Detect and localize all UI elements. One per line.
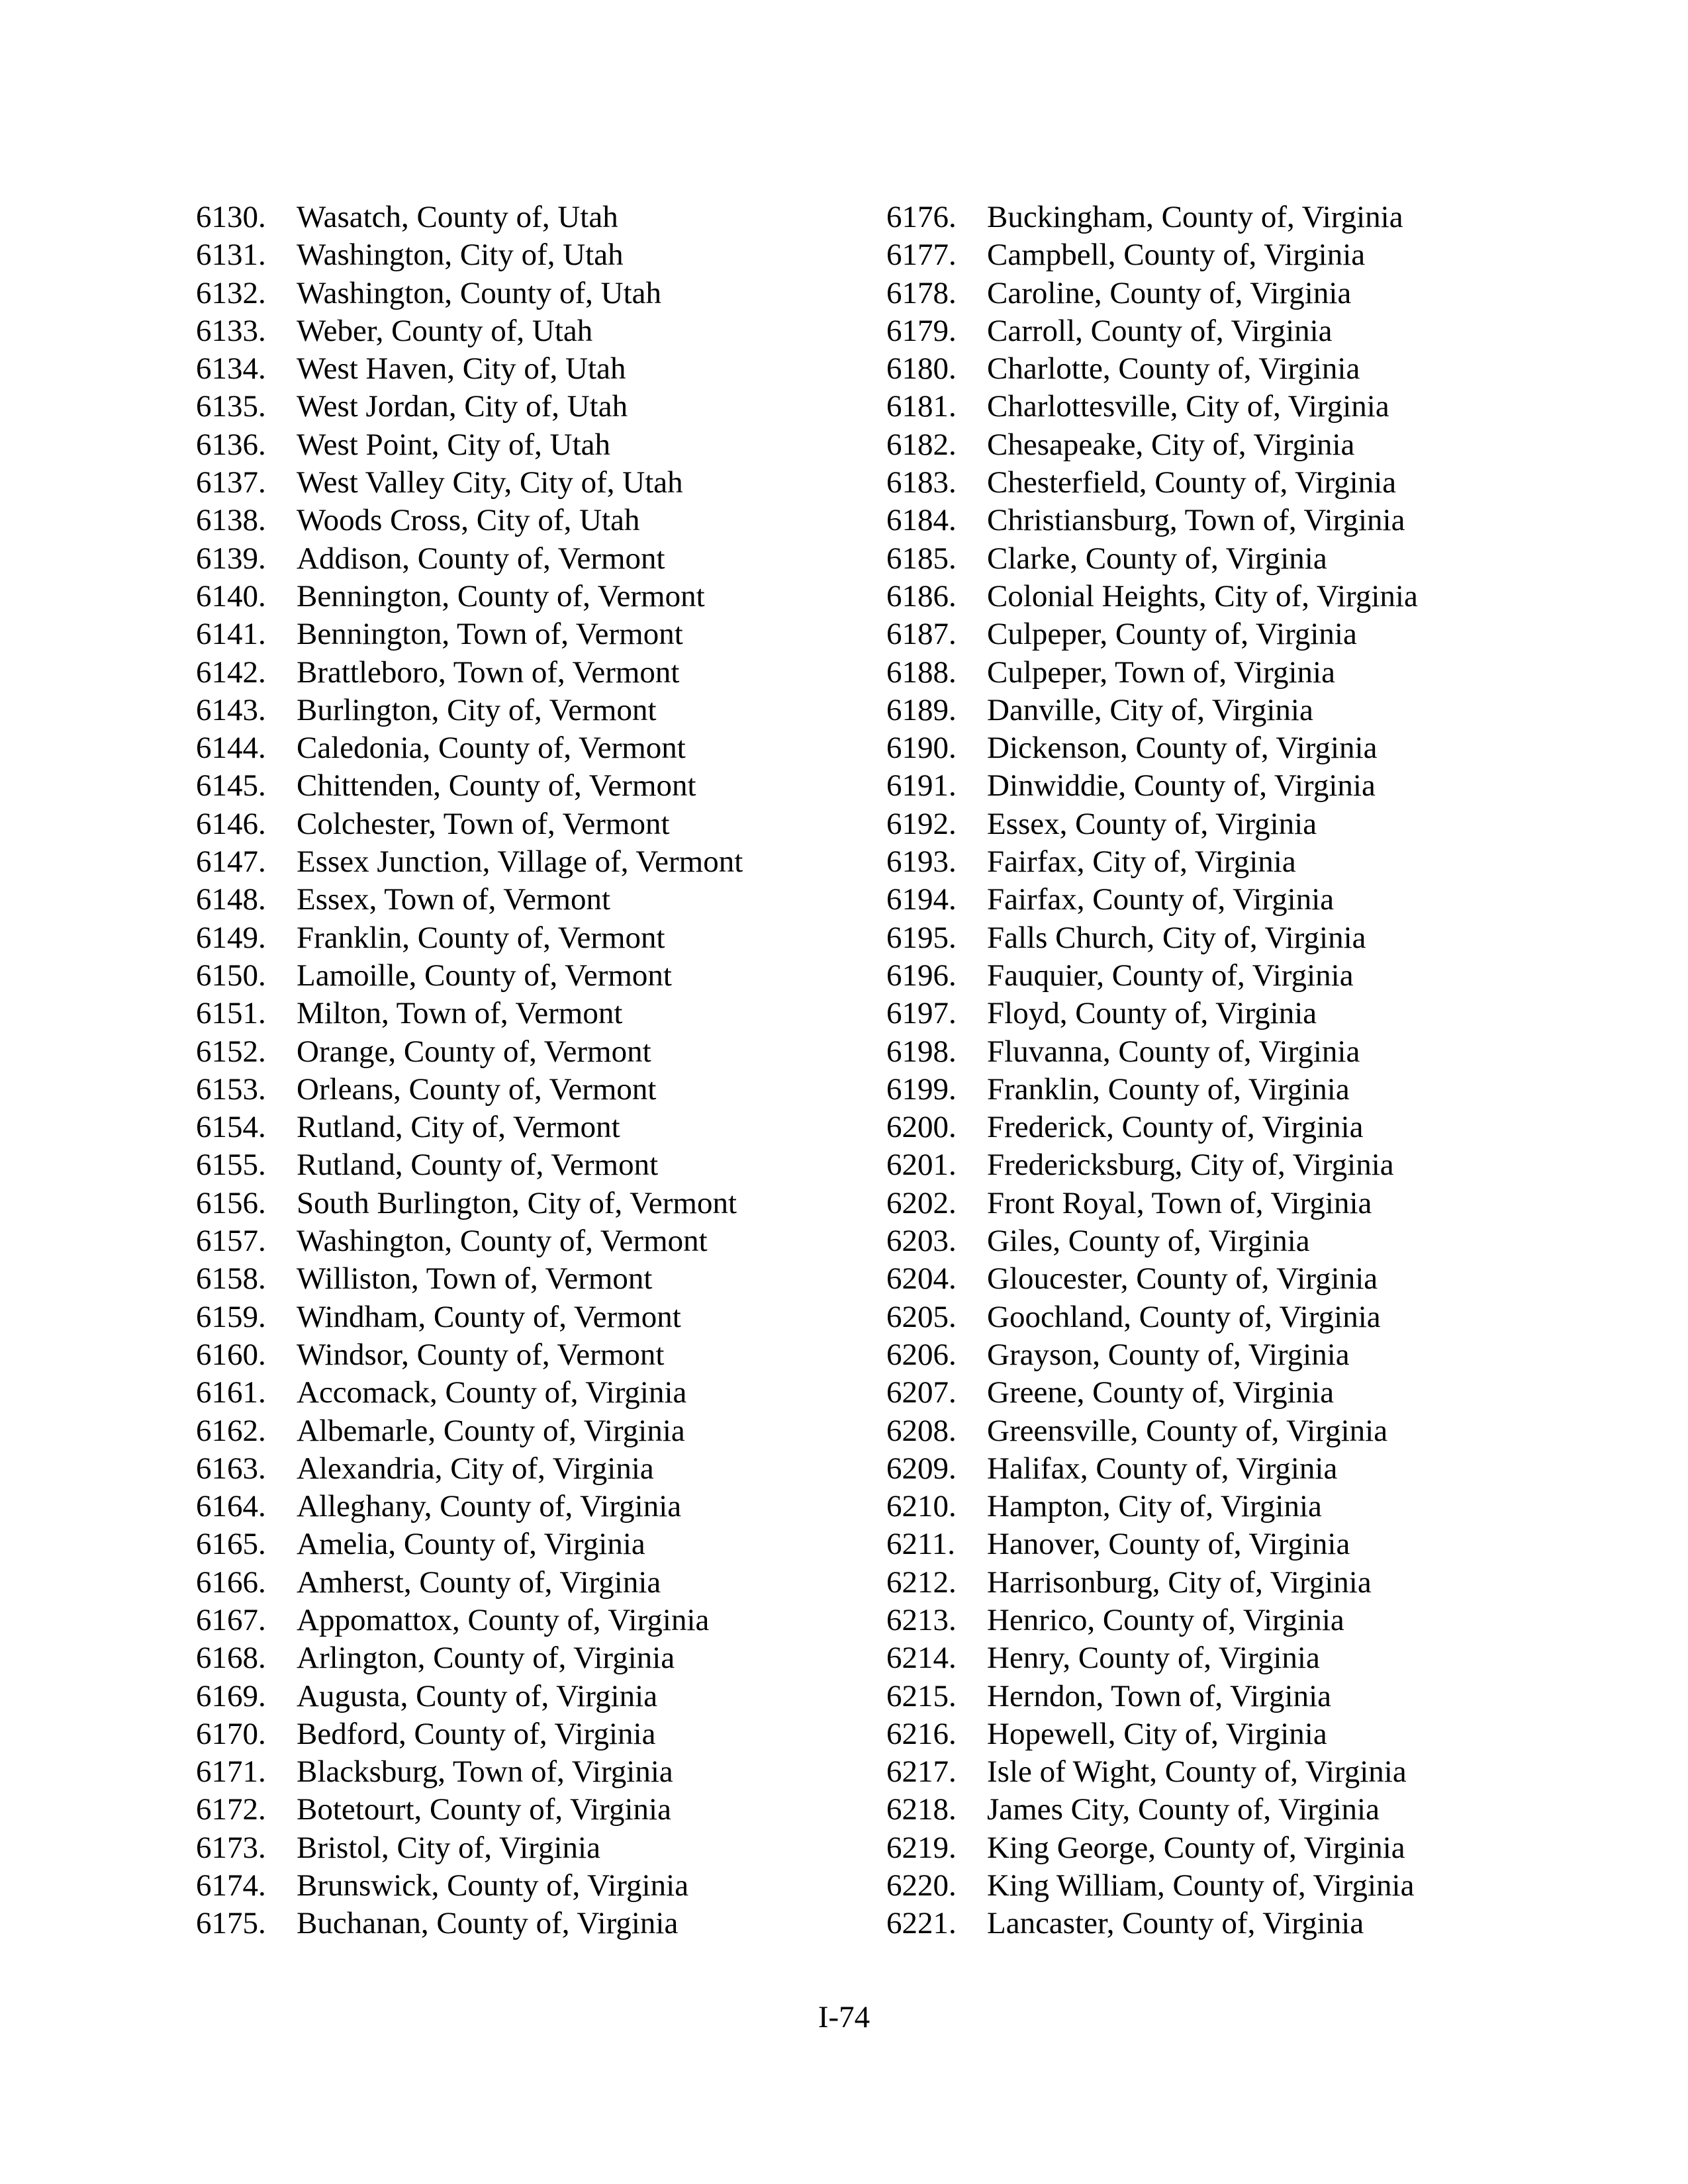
entry-name: Bennington, County of, Vermont xyxy=(297,578,705,614)
left-column-list xyxy=(196,199,792,1943)
list-item xyxy=(886,1905,1515,1942)
entry-number: 6130. xyxy=(196,200,266,234)
entry-number: 6195. xyxy=(886,920,957,955)
entry-name: Isle of Wight, County of, Virginia xyxy=(987,1754,1407,1790)
entry-name: Herndon, Town of, Virginia xyxy=(987,1678,1331,1713)
list-item xyxy=(886,578,1515,615)
entry-number: 6160. xyxy=(196,1337,266,1372)
entry-name: Washington, County of, Vermont xyxy=(297,1224,708,1259)
entry-name: Amherst, County of, Virginia xyxy=(297,1565,661,1600)
list-item xyxy=(196,578,792,615)
entry-number: 6140. xyxy=(196,578,266,614)
entry-number: 6208. xyxy=(886,1413,957,1448)
entry-name: Albemarle, County of, Virginia xyxy=(297,1413,685,1448)
entry-name: Amelia, County of, Virginia xyxy=(297,1527,645,1562)
entry-name: Brunswick, County of, Virginia xyxy=(297,1868,689,1903)
entry-name: Hopewell, City of, Virginia xyxy=(987,1716,1327,1751)
entry-name: Rutland, City of, Vermont xyxy=(297,1110,620,1145)
entry-number: 6190. xyxy=(886,731,957,766)
entry-name: Fairfax, City of, Virginia xyxy=(987,844,1296,880)
entry-number: 6148. xyxy=(196,882,266,917)
entry-number: 6156. xyxy=(196,1185,266,1220)
entry-name: Dickenson, County of, Virginia xyxy=(987,731,1378,766)
entry-number: 6134. xyxy=(196,351,266,387)
entry-number: 6135. xyxy=(196,389,266,424)
entry-number: 6163. xyxy=(196,1451,266,1486)
entry-name: Christiansburg, Town of, Virginia xyxy=(987,503,1405,538)
entry-number: 6158. xyxy=(196,1261,266,1297)
entry-name: Fairfax, County of, Virginia xyxy=(987,882,1335,917)
list-item xyxy=(196,767,792,805)
entry-name: Arlington, County of, Virginia xyxy=(297,1641,675,1676)
entry-name: Weber, County of, Utah xyxy=(297,313,593,348)
entry-name: Halifax, County of, Virginia xyxy=(987,1451,1338,1486)
entry-name: Windham, County of, Vermont xyxy=(297,1299,681,1334)
entry-number: 6204. xyxy=(886,1261,957,1297)
list-item xyxy=(196,843,792,881)
entry-number: 6188. xyxy=(886,655,957,690)
list-item xyxy=(886,1412,1515,1450)
entry-number: 6179. xyxy=(886,313,957,348)
entry-number: 6184. xyxy=(886,503,957,538)
entry-number: 6200. xyxy=(886,1110,957,1145)
list-item xyxy=(886,1298,1515,1336)
entry-number: 6152. xyxy=(196,1034,266,1069)
entry-name: Washington, County of, Utah xyxy=(297,275,662,310)
list-item xyxy=(196,1336,792,1374)
entry-name: Fredericksburg, City of, Virginia xyxy=(987,1148,1394,1183)
entry-number: 6162. xyxy=(196,1413,266,1448)
list-item xyxy=(196,1298,792,1336)
entry-number: 6211. xyxy=(886,1527,956,1562)
entry-name: Lamoille, County of, Vermont xyxy=(297,958,672,993)
entry-number: 6165. xyxy=(196,1527,266,1562)
entry-number: 6138. xyxy=(196,503,266,538)
entry-name: Burlington, City of, Vermont xyxy=(297,692,657,727)
entry-number: 6214. xyxy=(886,1641,957,1676)
list-item xyxy=(886,654,1515,692)
entry-name: Essex, Town of, Vermont xyxy=(297,882,611,917)
entry-number: 6173. xyxy=(196,1830,266,1865)
entry-number: 6192. xyxy=(886,806,957,841)
list-item xyxy=(196,1222,792,1260)
list-item xyxy=(886,1867,1515,1905)
entry-number: 6205. xyxy=(886,1299,957,1334)
entry-name: Addison, County of, Vermont xyxy=(297,541,665,576)
list-item xyxy=(886,957,1515,995)
list-item xyxy=(196,881,792,919)
entry-number: 6191. xyxy=(886,768,957,803)
entry-number: 6166. xyxy=(196,1565,266,1600)
list-item xyxy=(886,350,1515,388)
entry-name: Front Royal, Town of, Virginia xyxy=(987,1185,1372,1220)
list-item xyxy=(886,881,1515,919)
list-item xyxy=(886,388,1515,426)
list-item xyxy=(196,1450,792,1488)
entry-number: 6202. xyxy=(886,1185,957,1220)
entry-number: 6210. xyxy=(886,1489,957,1524)
entry-number: 6142. xyxy=(196,655,266,690)
list-item xyxy=(886,1639,1515,1677)
list-item xyxy=(886,615,1515,653)
entry-name: Floyd, County of, Virginia xyxy=(987,996,1317,1031)
list-item xyxy=(196,805,792,843)
list-item xyxy=(196,1109,792,1146)
list-item xyxy=(196,236,792,274)
entry-number: 6139. xyxy=(196,541,266,576)
list-item xyxy=(196,540,792,578)
entry-name: Hampton, City of, Virginia xyxy=(987,1489,1322,1524)
entry-name: Goochland, County of, Virginia xyxy=(987,1299,1381,1334)
list-item xyxy=(886,729,1515,767)
entry-name: Chesapeake, City of, Virginia xyxy=(987,427,1355,462)
entry-name: Gloucester, County of, Virginia xyxy=(987,1261,1378,1297)
entry-number: 6215. xyxy=(886,1678,957,1713)
list-item xyxy=(196,1602,792,1639)
entry-name: Charlottesville, City of, Virginia xyxy=(987,389,1389,424)
list-item xyxy=(196,1715,792,1753)
page-number: I-74 xyxy=(818,2000,870,2034)
entry-name: Alleghany, County of, Virginia xyxy=(297,1489,682,1524)
right-column-list xyxy=(886,199,1515,1943)
entry-name: Orange, County of, Vermont xyxy=(297,1034,651,1069)
entry-number: 6213. xyxy=(886,1602,957,1637)
list-item xyxy=(196,1374,792,1412)
entry-name: Danville, City of, Virginia xyxy=(987,692,1313,727)
entry-name: West Haven, City of, Utah xyxy=(297,351,626,387)
list-item xyxy=(886,1071,1515,1109)
entry-name: Campbell, County of, Virginia xyxy=(987,238,1366,273)
entry-number: 6153. xyxy=(196,1071,266,1107)
entry-name: Caledonia, County of, Vermont xyxy=(297,731,686,766)
list-item xyxy=(886,1564,1515,1602)
entry-number: 6216. xyxy=(886,1716,957,1751)
entry-number: 6189. xyxy=(886,692,957,727)
list-item xyxy=(196,1260,792,1298)
entry-number: 6154. xyxy=(196,1110,266,1145)
list-item xyxy=(196,388,792,426)
entry-number: 6219. xyxy=(886,1830,957,1865)
entry-name: Greene, County of, Virginia xyxy=(987,1375,1335,1410)
entry-name: Giles, County of, Virginia xyxy=(987,1224,1310,1259)
list-item xyxy=(886,1678,1515,1715)
entry-name: Frederick, County of, Virginia xyxy=(987,1110,1364,1145)
list-item xyxy=(196,654,792,692)
list-item xyxy=(196,692,792,729)
list-item xyxy=(886,919,1515,957)
entry-number: 6171. xyxy=(196,1754,266,1790)
entry-name: Orleans, County of, Vermont xyxy=(297,1071,657,1107)
list-item xyxy=(196,275,792,312)
list-item xyxy=(196,995,792,1032)
list-item xyxy=(886,540,1515,578)
entry-name: Bedford, County of, Virginia xyxy=(297,1716,656,1751)
list-item xyxy=(196,1639,792,1677)
list-item xyxy=(196,502,792,539)
list-item xyxy=(886,1753,1515,1791)
entry-number: 6132. xyxy=(196,275,266,310)
entry-number: 6203. xyxy=(886,1224,957,1259)
entry-number: 6206. xyxy=(886,1337,957,1372)
entry-number: 6168. xyxy=(196,1641,266,1676)
entry-number: 6196. xyxy=(886,958,957,993)
entry-name: Essex Junction, Village of, Vermont xyxy=(297,844,743,880)
entry-name: Brattleboro, Town of, Vermont xyxy=(297,655,680,690)
entry-number: 6144. xyxy=(196,731,266,766)
list-item xyxy=(886,1109,1515,1146)
list-item xyxy=(886,236,1515,274)
entry-number: 6141. xyxy=(196,617,266,652)
entry-name: Charlotte, County of, Virginia xyxy=(987,351,1360,387)
entry-name: Blacksburg, Town of, Virginia xyxy=(297,1754,673,1790)
entry-number: 6197. xyxy=(886,996,957,1031)
entry-name: Culpeper, County of, Virginia xyxy=(987,617,1357,652)
entry-number: 6143. xyxy=(196,692,266,727)
entry-number: 6167. xyxy=(196,1602,266,1637)
entry-number: 6209. xyxy=(886,1451,957,1486)
entry-number: 6199. xyxy=(886,1071,957,1107)
entry-name: Dinwiddie, County of, Virginia xyxy=(987,768,1376,803)
entry-number: 6131. xyxy=(196,238,266,273)
list-item xyxy=(196,1867,792,1905)
entry-name: Grayson, County of, Virginia xyxy=(987,1337,1350,1372)
list-item xyxy=(886,1185,1515,1222)
entry-name: Fauquier, County of, Virginia xyxy=(987,958,1354,993)
list-item xyxy=(886,1602,1515,1639)
entry-name: Henrico, County of, Virginia xyxy=(987,1602,1344,1637)
list-item xyxy=(196,199,792,236)
list-item xyxy=(886,1488,1515,1525)
list-item xyxy=(886,1829,1515,1867)
entry-number: 6183. xyxy=(886,465,957,500)
list-item xyxy=(886,1222,1515,1260)
entry-number: 6218. xyxy=(886,1792,957,1827)
entry-name: Lancaster, County of, Virginia xyxy=(987,1906,1364,1941)
entry-name: Williston, Town of, Vermont xyxy=(297,1261,653,1297)
entry-name: Clarke, County of, Virginia xyxy=(987,541,1327,576)
list-item xyxy=(196,1564,792,1602)
list-item xyxy=(886,464,1515,502)
entry-name: Milton, Town of, Vermont xyxy=(297,996,623,1031)
list-item xyxy=(196,615,792,653)
entry-name: Buckingham, County of, Virginia xyxy=(987,200,1403,234)
list-item xyxy=(196,1033,792,1071)
list-item xyxy=(886,502,1515,539)
entry-number: 6185. xyxy=(886,541,957,576)
entry-number: 6155. xyxy=(196,1148,266,1183)
entry-name: Alexandria, City of, Virginia xyxy=(297,1451,654,1486)
list-item xyxy=(886,1146,1515,1184)
entry-name: West Jordan, City of, Utah xyxy=(297,389,628,424)
list-item xyxy=(886,199,1515,236)
list-item xyxy=(886,1525,1515,1563)
entry-number: 6157. xyxy=(196,1224,266,1259)
entry-name: Buchanan, County of, Virginia xyxy=(297,1906,679,1941)
list-item xyxy=(886,1374,1515,1412)
entry-name: Woods Cross, City of, Utah xyxy=(297,503,640,538)
entry-number: 6181. xyxy=(886,389,957,424)
list-item xyxy=(886,1336,1515,1374)
entry-number: 6217. xyxy=(886,1754,957,1790)
list-item xyxy=(886,312,1515,350)
entry-name: Bristol, City of, Virginia xyxy=(297,1830,600,1865)
entry-number: 6151. xyxy=(196,996,266,1031)
entry-name: Bennington, Town of, Vermont xyxy=(297,617,683,652)
entry-name: Franklin, County of, Virginia xyxy=(987,1071,1350,1107)
entry-number: 6175. xyxy=(196,1906,266,1941)
entry-name: Harrisonburg, City of, Virginia xyxy=(987,1565,1372,1600)
list-item xyxy=(196,1829,792,1867)
entry-name: Franklin, County of, Vermont xyxy=(297,920,665,955)
entry-number: 6159. xyxy=(196,1299,266,1334)
entry-number: 6150. xyxy=(196,958,266,993)
list-item xyxy=(196,1185,792,1222)
list-item xyxy=(886,1260,1515,1298)
list-item xyxy=(196,1905,792,1942)
entry-name: Washington, City of, Utah xyxy=(297,238,624,273)
entry-name: Wasatch, County of, Utah xyxy=(297,200,618,234)
entry-number: 6170. xyxy=(196,1716,266,1751)
entry-number: 6137. xyxy=(196,465,266,500)
entry-name: South Burlington, City of, Vermont xyxy=(297,1185,737,1220)
entry-number: 6169. xyxy=(196,1678,266,1713)
entry-name: James City, County of, Virginia xyxy=(987,1792,1380,1827)
list-item xyxy=(196,1525,792,1563)
entry-name: West Valley City, City of, Utah xyxy=(297,465,683,500)
entry-number: 6207. xyxy=(886,1375,957,1410)
entry-number: 6145. xyxy=(196,768,266,803)
entry-number: 6176. xyxy=(886,200,957,234)
list-item xyxy=(196,919,792,957)
entry-name: Windsor, County of, Vermont xyxy=(297,1337,665,1372)
list-item xyxy=(886,995,1515,1032)
entry-name: Chesterfield, County of, Virginia xyxy=(987,465,1397,500)
entry-number: 6136. xyxy=(196,427,266,462)
entry-name: Fluvanna, County of, Virginia xyxy=(987,1034,1360,1069)
entry-name: Henry, County of, Virginia xyxy=(987,1641,1320,1676)
entry-name: Colonial Heights, City of, Virginia xyxy=(987,578,1418,614)
entry-number: 6164. xyxy=(196,1489,266,1524)
entry-name: Accomack, County of, Virginia xyxy=(297,1375,687,1410)
list-item xyxy=(196,1071,792,1109)
entry-number: 6174. xyxy=(196,1868,266,1903)
entry-name: Falls Church, City of, Virginia xyxy=(987,920,1366,955)
entry-name: Greensville, County of, Virginia xyxy=(987,1413,1388,1448)
entry-number: 6147. xyxy=(196,844,266,880)
entry-name: Hanover, County of, Virginia xyxy=(987,1527,1350,1562)
list-item xyxy=(196,1753,792,1791)
list-item xyxy=(886,1791,1515,1829)
entry-number: 6221. xyxy=(886,1906,957,1941)
list-item xyxy=(886,275,1515,312)
entry-name: Carroll, County of, Virginia xyxy=(987,313,1333,348)
list-item xyxy=(886,1715,1515,1753)
list-item xyxy=(196,1488,792,1525)
entry-number: 6178. xyxy=(886,275,957,310)
entry-name: Rutland, County of, Vermont xyxy=(297,1148,659,1183)
entry-number: 6180. xyxy=(886,351,957,387)
entry-number: 6186. xyxy=(886,578,957,614)
list-item xyxy=(196,1678,792,1715)
entry-name: Botetourt, County of, Virginia xyxy=(297,1792,671,1827)
entry-name: Appomattox, County of, Virginia xyxy=(297,1602,710,1637)
list-item xyxy=(886,843,1515,881)
entry-number: 6161. xyxy=(196,1375,266,1410)
list-item xyxy=(196,312,792,350)
entry-number: 6177. xyxy=(886,238,957,273)
list-item xyxy=(196,729,792,767)
entry-number: 6198. xyxy=(886,1034,957,1069)
list-item xyxy=(196,957,792,995)
entry-name: Culpeper, Town of, Virginia xyxy=(987,655,1335,690)
list-item xyxy=(196,1412,792,1450)
entry-number: 6172. xyxy=(196,1792,266,1827)
entry-number: 6201. xyxy=(886,1148,957,1183)
list-item xyxy=(886,1033,1515,1071)
entry-number: 6193. xyxy=(886,844,957,880)
entry-name: West Point, City of, Utah xyxy=(297,427,611,462)
entry-name: Chittenden, County of, Vermont xyxy=(297,768,696,803)
entry-number: 6149. xyxy=(196,920,266,955)
list-item xyxy=(886,805,1515,843)
entry-number: 6133. xyxy=(196,313,266,348)
entry-number: 6146. xyxy=(196,806,266,841)
entry-number: 6212. xyxy=(886,1565,957,1600)
entry-name: Essex, County of, Virginia xyxy=(987,806,1317,841)
list-item xyxy=(196,426,792,464)
list-item xyxy=(886,1450,1515,1488)
entry-number: 6187. xyxy=(886,617,957,652)
list-item xyxy=(196,350,792,388)
entry-name: King George, County of, Virginia xyxy=(987,1830,1405,1865)
entry-name: Colchester, Town of, Vermont xyxy=(297,806,670,841)
entry-number: 6194. xyxy=(886,882,957,917)
entry-name: King William, County of, Virginia xyxy=(987,1868,1415,1903)
entry-number: 6220. xyxy=(886,1868,957,1903)
entry-name: Caroline, County of, Virginia xyxy=(987,275,1352,310)
list-item xyxy=(196,1146,792,1184)
list-item xyxy=(886,692,1515,729)
list-item xyxy=(196,464,792,502)
entry-number: 6182. xyxy=(886,427,957,462)
entry-name: Augusta, County of, Virginia xyxy=(297,1678,658,1713)
list-item xyxy=(196,1791,792,1829)
list-item xyxy=(886,767,1515,805)
list-item xyxy=(886,426,1515,464)
